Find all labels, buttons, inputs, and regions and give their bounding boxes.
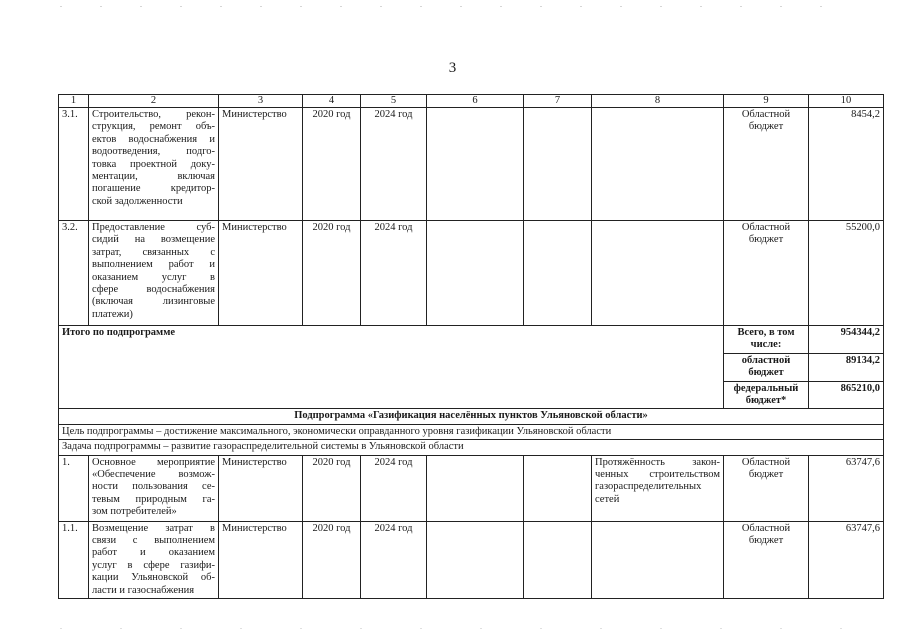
description-line: Предоставление суб-	[92, 222, 215, 233]
total-amount: 89134,2	[809, 353, 884, 381]
subprogram-task: Задача подпрограммы – развитие газораспределительной системы в Ульяновской области	[59, 440, 884, 455]
amount: 8454,2	[809, 108, 884, 221]
funding-source: Областной бюджет	[724, 521, 809, 598]
total-source: федеральный бюджет*	[724, 381, 809, 409]
end-year: 2024 год	[361, 108, 427, 221]
description-line: водоотведения, подго-	[92, 146, 215, 158]
subprogram-task-row	[59, 440, 884, 455]
description-line: тевым природным га-	[92, 493, 215, 505]
indicator-line: ченных строительством	[595, 469, 720, 481]
empty-cell	[427, 455, 524, 521]
col-header: 1	[59, 95, 89, 108]
col-header: 5	[361, 95, 427, 108]
description-line: сидий на возмещение	[92, 234, 215, 246]
amount: 63747,6	[809, 521, 884, 598]
description-line: оказанием услуг в	[92, 271, 215, 283]
col-header: 7	[524, 95, 592, 108]
description-line: струкция, ремонт объ-	[92, 121, 215, 133]
start-year: 2020 год	[303, 108, 361, 221]
description-line: связи с выполнением	[92, 535, 215, 547]
total-row	[59, 326, 884, 354]
empty-cell	[524, 455, 592, 521]
row-description	[89, 221, 219, 326]
table-row	[59, 221, 884, 326]
page-number: 3	[448, 60, 457, 76]
col-header: 8	[592, 95, 724, 108]
col-header: 10	[809, 95, 884, 108]
empty-cell	[427, 108, 524, 221]
empty-cell	[524, 221, 592, 326]
start-year: 2020 год	[303, 221, 361, 326]
row-description	[89, 521, 219, 598]
description-line: «Обеспечение возмож-	[92, 469, 215, 481]
program-table	[58, 94, 884, 599]
end-year: 2024 год	[361, 221, 427, 326]
indicator-line: сетей	[595, 493, 620, 505]
end-year: 2024 год	[361, 521, 427, 598]
description-line: платежи)	[92, 308, 133, 320]
total-amount: 954344,2	[809, 326, 884, 354]
table-row	[59, 521, 884, 598]
subprogram-title-row	[59, 409, 884, 424]
total-amount: 865210,0	[809, 381, 884, 409]
start-year: 2020 год	[303, 455, 361, 521]
row-number: 3.2.	[59, 221, 89, 326]
row-number: 1.1.	[59, 521, 89, 598]
description-line: Основное мероприятие	[92, 456, 215, 468]
total-source: Всего, в том числе:	[724, 326, 809, 354]
empty-cell	[524, 521, 592, 598]
description-line: ектов водоснабжения и	[92, 133, 215, 145]
executor: Министерство	[219, 455, 303, 521]
description-line: погашение кредитор-	[92, 183, 215, 195]
executor: Министерство	[219, 221, 303, 326]
description-line: кации Ульяновской об-	[92, 572, 215, 584]
description-line: ласти и газоснабжения	[92, 584, 195, 596]
empty-cell	[427, 521, 524, 598]
table-row	[59, 455, 884, 521]
empty-cell	[427, 221, 524, 326]
total-label: Итого по подпрограмме	[59, 326, 724, 409]
description-line: сфере водоснабжения	[92, 284, 215, 296]
col-header: 2	[89, 95, 219, 108]
column-number-row	[59, 95, 884, 108]
row-description	[89, 108, 219, 221]
col-header: 4	[303, 95, 361, 108]
description-line: (включая лизинговые	[92, 296, 215, 308]
funding-source: Областной бюджет	[724, 455, 809, 521]
col-header: 6	[427, 95, 524, 108]
description-line: выполнением работ и	[92, 259, 215, 271]
executor: Министерство	[219, 108, 303, 221]
indicator-line: Протяжённость закон-	[595, 456, 720, 468]
subprogram-title: Подпрограмма «Газификация населённых пунктов Ульяновской области»	[59, 409, 884, 424]
executor: Министерство	[219, 521, 303, 598]
col-header: 3	[219, 95, 303, 108]
description-line: ности пользования се-	[92, 481, 215, 493]
description-line: ментации, включая	[92, 171, 215, 183]
table-row	[59, 108, 884, 221]
description-line: зом потребителей»	[92, 506, 177, 518]
row-number: 3.1.	[59, 108, 89, 221]
description-line: Возмещение затрат в	[92, 522, 215, 534]
row-number: 1.	[59, 455, 89, 521]
funding-source: Областной бюджет	[724, 108, 809, 221]
description-line: затрат, связанных с	[92, 246, 215, 258]
description-line: ской задолженности	[92, 195, 183, 207]
funding-source: Областной бюджет	[724, 221, 809, 326]
scan-noise-bottom	[60, 628, 880, 629]
description-line: товка проектной доку-	[92, 158, 215, 170]
description-line: услуг в сфере газифи-	[92, 559, 215, 571]
indicator	[592, 108, 724, 221]
end-year: 2024 год	[361, 455, 427, 521]
description-line: Строительство, рекон-	[92, 109, 215, 120]
total-source: областной бюджет	[724, 353, 809, 381]
subprogram-goal: Цель подпрограммы – достижение максимального, экономически оправданного уровня газификации Ульяновской области	[59, 424, 884, 439]
indicator	[592, 221, 724, 326]
col-header: 9	[724, 95, 809, 108]
amount: 63747,6	[809, 455, 884, 521]
scan-noise-top	[60, 6, 860, 7]
indicator	[592, 521, 724, 598]
indicator	[592, 455, 724, 521]
description-line: работ и оказанием	[92, 547, 215, 559]
row-description	[89, 455, 219, 521]
empty-cell	[524, 108, 592, 221]
subprogram-goal-row	[59, 424, 884, 439]
amount: 55200,0	[809, 221, 884, 326]
start-year: 2020 год	[303, 521, 361, 598]
indicator-line: газораспределительных	[595, 481, 702, 493]
